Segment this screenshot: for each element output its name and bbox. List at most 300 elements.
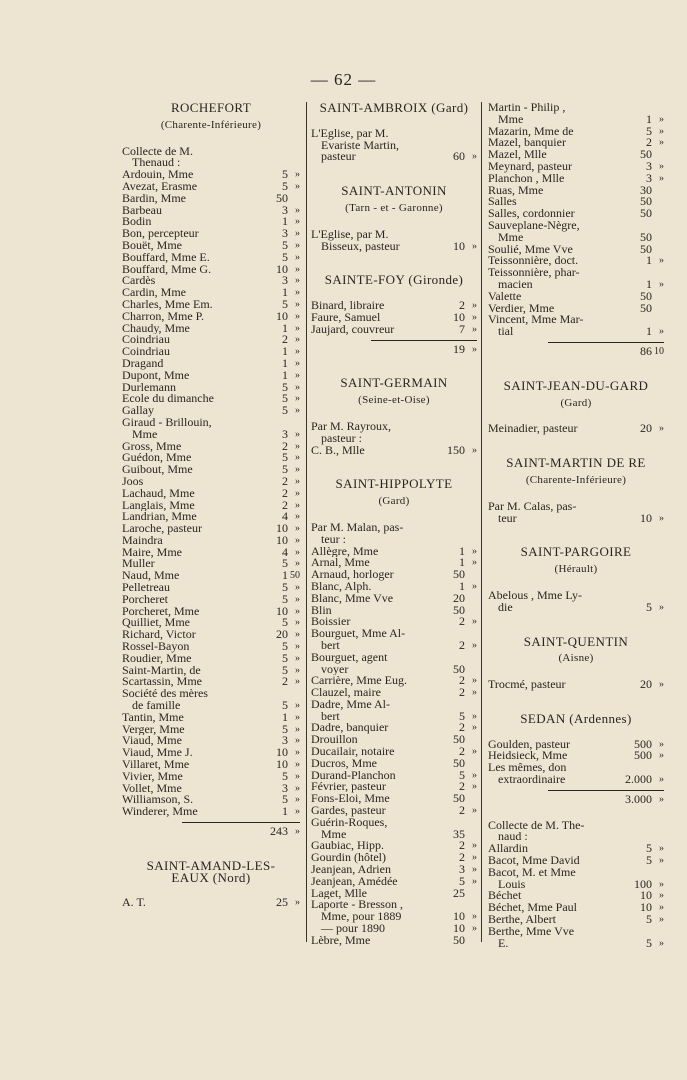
spacer — [311, 286, 477, 300]
section-heading: SAINTE-FOY (Gironde) — [324, 272, 464, 288]
entry-name: Les mêmes, don — [488, 762, 567, 775]
entry-name: Bisseux, pasteur — [321, 240, 400, 253]
entry-name: Jeanjean, Amédée — [311, 875, 398, 888]
entry-francs: 2 — [459, 720, 465, 735]
entry-row — [311, 602, 477, 617]
entry-name: Coindriau — [122, 346, 170, 358]
column-right — [488, 102, 664, 949]
entry-row — [122, 676, 300, 688]
entry-name: Gross, Mme — [122, 440, 182, 453]
entry-name: Bodin — [122, 216, 152, 229]
entry-name: Arnaud, horloger — [311, 569, 394, 581]
entry-name: Mazel, Mlle — [488, 149, 547, 161]
entry-centimes: » — [295, 428, 300, 440]
entry-francs: 5 — [282, 403, 288, 418]
entry-row — [122, 346, 300, 358]
entry-centimes: » — [295, 723, 300, 735]
entry-row — [122, 405, 300, 417]
entry-centimes: » — [472, 781, 477, 793]
entry-francs: 5 — [282, 591, 288, 606]
entry-name: Teissonnière, phar- — [488, 267, 580, 279]
entry-name: Porcheret — [122, 593, 168, 606]
entry-name: Williamson, S. — [122, 794, 194, 807]
section-region: (Seine-et-Oise) — [358, 394, 430, 407]
entry-francs: 10 — [453, 909, 465, 924]
entry-name: E. — [498, 937, 509, 950]
entry-row — [122, 202, 300, 217]
entry-centimes: » — [295, 393, 300, 405]
spacer — [122, 132, 300, 146]
spacer — [122, 838, 300, 860]
entry-francs: 2 — [646, 135, 652, 150]
entry-name: Binard, libraire — [311, 300, 385, 312]
entry-row — [122, 709, 300, 724]
entry-francs: 50 — [453, 932, 465, 947]
entry-francs: 5 — [282, 556, 288, 571]
entry-centimes: » — [295, 346, 300, 358]
entry-name: Evariste Martin, — [321, 139, 399, 152]
entry-francs: 20 — [640, 677, 652, 692]
entry-francs: 5 — [282, 178, 288, 193]
entry-francs: 3 — [282, 273, 288, 288]
entry-row — [311, 522, 477, 534]
entry-row — [122, 603, 300, 618]
entry-name: Arnal, Mme — [311, 557, 370, 570]
entry-name: Faure, Samuel — [311, 311, 381, 324]
entry-francs: 2 — [282, 497, 288, 512]
entry-centimes: » — [472, 722, 477, 734]
entry-francs: 2 — [459, 744, 465, 759]
entry-row — [122, 308, 300, 323]
entry-name: Drouillon — [311, 734, 358, 747]
entry-name: Lèbre, Mme — [311, 934, 371, 947]
entry-name: Par M. Rayroux, — [311, 420, 391, 433]
entry-row — [122, 641, 300, 653]
entry-row — [488, 241, 664, 256]
entry-francs: 35 — [453, 826, 465, 841]
entry-francs: 5 — [459, 708, 465, 723]
entry-francs: 2 — [459, 779, 465, 794]
entry-name: Muller — [122, 558, 155, 571]
entry-row — [122, 747, 300, 759]
entry-francs: 100 — [634, 876, 652, 891]
spacer — [488, 409, 664, 423]
entry-name: Charron, Mme P. — [122, 310, 204, 323]
entry-centimes: » — [472, 710, 477, 722]
entry-row — [311, 321, 477, 336]
entry-name: Mazel, banquier — [488, 137, 566, 150]
entry-francs: 2 — [459, 614, 465, 629]
entry-name: Vollet, Mme — [122, 782, 182, 795]
entry-name: Goulden, pasteur — [488, 738, 570, 751]
entry-centimes: » — [295, 782, 300, 794]
entry-centimes: » — [295, 641, 300, 653]
entry-francs: 10 — [453, 921, 465, 936]
entry-row — [122, 287, 300, 299]
entry-row — [488, 750, 664, 762]
entry-row — [122, 296, 300, 311]
entry-row — [311, 885, 477, 900]
spacer — [311, 114, 477, 128]
entry-francs: 5 — [282, 450, 288, 465]
entry-centimes: » — [295, 664, 300, 676]
entry-name: Blin — [311, 604, 332, 617]
entry-row — [488, 300, 664, 315]
entry-row — [311, 767, 477, 782]
entry-name: Joos — [122, 475, 144, 488]
entry-centimes: » — [472, 323, 477, 335]
entry-name: Giraud - Brillouin, — [122, 416, 212, 429]
entry-row — [488, 679, 664, 691]
entry-name: Bourguet, Mme Al- — [311, 628, 406, 640]
entry-row — [311, 628, 477, 640]
entry-francs: 50 — [453, 755, 465, 770]
entry-centimes: » — [295, 169, 300, 181]
entry-francs: 20 — [276, 627, 288, 642]
section-heading: SEDAN (Ardennes) — [520, 710, 632, 726]
section-region: (Tarn - et - Garonne) — [345, 201, 443, 214]
entry-centimes: » — [472, 639, 477, 651]
entry-row — [311, 569, 477, 581]
entry-row — [311, 442, 477, 457]
entry-name: pasteur : — [321, 432, 362, 445]
entry-row — [122, 735, 300, 747]
entry-name: A. T. — [122, 897, 146, 910]
entry-centimes: » — [659, 679, 664, 691]
entry-name: Gaubiac, Hipp. — [311, 840, 384, 853]
entry-centimes: » — [295, 228, 300, 240]
entry-name: Par M. Malan, pas- — [311, 521, 404, 534]
entry-name: Cardin, Mme — [122, 287, 186, 299]
entry-row — [488, 149, 664, 161]
entry-row — [122, 523, 300, 535]
entry-centimes: » — [659, 793, 664, 805]
entry-centimes: » — [295, 652, 300, 664]
total-row — [122, 826, 300, 838]
entry-centimes: » — [295, 487, 300, 499]
column-left — [122, 102, 300, 909]
entry-row — [311, 852, 477, 864]
entry-row — [488, 111, 664, 126]
entry-row — [311, 637, 477, 652]
entry-centimes: » — [295, 287, 300, 299]
entry-name: Naud, Mme — [122, 570, 180, 583]
entry-name: Ducros, Mme — [311, 757, 377, 770]
entry-francs: 10 — [276, 745, 288, 760]
entry-name: Laroche, pasteur — [122, 523, 202, 535]
entry-name: Bardin, Mme — [122, 192, 186, 205]
entry-centimes: » — [295, 617, 300, 629]
entry-row — [488, 326, 664, 338]
entry-centimes: » — [472, 343, 477, 355]
entry-name: Clauzel, maire — [311, 687, 381, 699]
entry-name: Ecole du dimanche — [122, 393, 214, 406]
entry-centimes: » — [659, 914, 664, 926]
entry-row — [311, 708, 477, 723]
entry-francs: 50 — [640, 288, 652, 303]
spacer — [488, 576, 664, 590]
section-region: (Aisne) — [558, 652, 594, 665]
entry-francs: 7 — [459, 321, 465, 336]
entry-centimes: » — [295, 381, 300, 393]
entry-name: teur — [498, 512, 517, 525]
entry-francs: 5 — [646, 599, 652, 614]
entry-centimes: » — [295, 334, 300, 346]
entry-name: Saint-Martin, de — [122, 664, 201, 677]
entry-centimes: » — [472, 311, 477, 323]
entry-name: Avezat, Erasme — [122, 180, 198, 193]
entry-centimes: » — [472, 911, 477, 923]
entry-row — [488, 423, 664, 435]
entry-francs: 10 — [453, 238, 465, 253]
entry-centimes: » — [295, 593, 300, 605]
entry-francs: 50 — [453, 661, 465, 676]
entry-francs: 50 — [640, 241, 652, 256]
entry-francs: 10 — [276, 532, 288, 547]
page-number: — 62 — — [310, 70, 377, 89]
entry-row — [122, 688, 300, 700]
entry-row — [122, 237, 300, 252]
entry-centimes: » — [659, 326, 664, 338]
section-region: (Gard) — [378, 495, 410, 508]
entry-francs: 1 — [282, 214, 288, 229]
entry-centimes: » — [472, 557, 477, 569]
entry-row — [488, 314, 664, 326]
entry-name: Lachaud, Mme — [122, 487, 195, 500]
entry-name: Mazarin, Mme de — [488, 125, 574, 138]
entry-centimes: » — [295, 582, 300, 594]
entry-row — [122, 355, 300, 370]
entry-centimes: » — [295, 204, 300, 216]
entry-row — [488, 170, 664, 185]
entry-name: Mme — [321, 828, 347, 841]
entry-francs: 3 — [646, 158, 652, 173]
entry-name: Viaud, Mme J. — [122, 747, 193, 760]
entry-name: Richard, Victor — [122, 629, 196, 642]
entry-row — [122, 169, 300, 181]
entry-francs: 50 — [640, 206, 652, 221]
entry-name: Collecte de M. — [122, 145, 193, 158]
entry-centimes: » — [295, 826, 300, 838]
entry-centimes: » — [472, 746, 477, 758]
entry-centimes: » — [295, 180, 300, 192]
entry-name: Durlemann — [122, 381, 176, 394]
entry-francs: 25 — [276, 895, 288, 910]
entry-row — [488, 255, 664, 267]
entry-row — [122, 249, 300, 264]
entry-row — [311, 793, 477, 805]
entry-name: Carrière, Mme Eug. — [311, 675, 407, 688]
entry-centimes: » — [659, 855, 664, 867]
entry-name: Meynard, pasteur — [488, 160, 572, 173]
entry-row — [311, 932, 477, 947]
entry-row — [488, 276, 664, 291]
entry-centimes: » — [295, 251, 300, 263]
entry-row — [311, 309, 477, 324]
entry-name: Gourdin (hôtel) — [311, 852, 386, 865]
entry-row — [122, 662, 300, 677]
entry-francs: 500 — [634, 736, 652, 751]
entry-row — [488, 855, 664, 867]
entry-centimes: » — [295, 735, 300, 747]
entry-name: Mme — [498, 231, 524, 244]
entry-name: Salles, cordonnier — [488, 208, 575, 220]
entry-row — [488, 158, 664, 173]
entry-centimes: » — [295, 770, 300, 782]
entry-row — [488, 876, 664, 891]
entry-francs: 1 — [646, 276, 652, 291]
entry-centimes: » — [295, 546, 300, 558]
entry-centimes: » — [295, 534, 300, 546]
entry-francs: 4 — [282, 509, 288, 524]
entry-centimes: » — [472, 875, 477, 887]
entry-name: Bouët, Mme — [122, 239, 182, 252]
entry-name: Quilliet, Mme — [122, 617, 190, 630]
entry-centimes: » — [472, 616, 477, 628]
entry-name: Février, pasteur — [311, 781, 386, 794]
entry-centimes: » — [295, 806, 300, 818]
entry-name: Bouffard, Mme G. — [122, 263, 212, 276]
entry-name: Landrian, Mme — [122, 511, 197, 524]
entry-name: tial — [498, 326, 514, 338]
entry-centimes: » — [659, 750, 664, 762]
entry-name: Tantin, Mme — [122, 711, 184, 724]
entry-row — [122, 897, 300, 909]
entry-name: Mme, pour 1889 — [321, 911, 402, 924]
entry-centimes: » — [659, 512, 664, 524]
entry-row — [488, 123, 664, 138]
entry-row — [122, 700, 300, 712]
entry-row — [122, 228, 300, 240]
spacer — [488, 614, 664, 636]
entry-name: bert — [321, 710, 340, 723]
entry-centimes: » — [659, 902, 664, 914]
entry-centimes: » — [659, 738, 664, 750]
entry-francs: 5 — [282, 167, 288, 182]
entry-centimes: » — [659, 937, 664, 949]
entry-row — [488, 288, 664, 303]
entry-centimes: » — [659, 843, 664, 855]
entry-centimes: » — [472, 840, 477, 852]
entry-francs: 2 — [282, 473, 288, 488]
spacer — [311, 355, 477, 377]
entry-row — [311, 543, 477, 558]
entry-centimes: » — [295, 322, 300, 334]
entry-name: Charles, Mme Em. — [122, 298, 213, 311]
section-heading: SAINT-AMBROIX (Gard) — [319, 100, 469, 115]
entry-name: Heidsieck, Mme — [488, 750, 568, 763]
entry-row — [488, 510, 664, 525]
entry-name: Vivier, Mme — [122, 770, 183, 783]
entry-centimes: 50 — [290, 570, 300, 582]
entry-francs: 5 — [646, 912, 652, 927]
entry-name: Salles — [488, 196, 517, 209]
entry-name: Collecte de M. The- — [488, 819, 585, 832]
entry-centimes: » — [659, 137, 664, 149]
entry-name: — pour 1890 — [321, 923, 385, 935]
entry-francs: 25 — [453, 885, 465, 900]
entry-centimes: » — [472, 687, 477, 699]
entry-name: Coindriau — [122, 334, 170, 347]
entry-francs: 1 — [282, 285, 288, 300]
entry-centimes: » — [659, 423, 664, 435]
entry-francs: 3 — [459, 862, 465, 877]
total-rule — [371, 340, 477, 341]
entry-francs: 20 — [640, 421, 652, 436]
entry-name: voyer — [321, 663, 349, 676]
entry-name: Bacot, Mme David — [488, 855, 580, 867]
entry-row — [122, 591, 300, 606]
entry-centimes: » — [295, 216, 300, 228]
entry-name: Gardes, pasteur — [311, 805, 386, 817]
entry-centimes: » — [472, 805, 477, 817]
entry-name: Barbeau — [122, 204, 162, 217]
entry-centimes: » — [472, 769, 477, 781]
entry-name: pasteur — [321, 151, 356, 164]
entry-name: Ardouin, Mme — [122, 169, 194, 181]
entry-francs: 5 — [282, 391, 288, 406]
entry-name: de famille — [132, 700, 181, 712]
entry-francs: 10 — [276, 521, 288, 536]
entry-row — [488, 820, 664, 832]
entry-name: Berthe, Mme Vve — [488, 925, 575, 938]
entry-row — [311, 675, 477, 687]
entry-name: Guédon, Mme — [122, 452, 192, 465]
entry-francs: 5 — [282, 249, 288, 264]
entry-francs: 20 — [453, 590, 465, 605]
entry-row — [122, 794, 300, 806]
spacer — [488, 524, 664, 546]
spacer — [311, 508, 477, 522]
entry-row — [122, 216, 300, 228]
entry-francs: 2 — [459, 850, 465, 865]
entry-row — [122, 780, 300, 795]
entry-name: Roudier, Mme — [122, 652, 192, 665]
entry-name: die — [498, 601, 513, 614]
entry-row — [122, 367, 300, 382]
entry-francs: 10 — [640, 888, 652, 903]
entry-row — [122, 629, 300, 641]
entry-francs: 5 — [646, 853, 652, 868]
entry-row — [122, 190, 300, 205]
section-heading: SAINT-JEAN-DU-GARD — [503, 377, 649, 393]
entry-row — [311, 128, 477, 140]
entry-francs: 50 — [640, 300, 652, 315]
entry-row — [311, 661, 477, 676]
section-heading: SAINT-MARTIN DE RE — [506, 455, 646, 471]
total-row — [311, 341, 477, 356]
entry-francs: 5 — [282, 462, 288, 477]
entry-row — [488, 590, 664, 602]
entry-name: Berthe, Albert — [488, 914, 556, 926]
entry-row — [122, 334, 300, 346]
entry-centimes: » — [295, 511, 300, 523]
entry-row — [311, 616, 477, 628]
entry-francs: 5 — [282, 615, 288, 630]
entry-row — [488, 137, 664, 149]
entry-row — [488, 599, 664, 614]
entry-centimes: » — [659, 278, 664, 290]
entry-name: Laporte - Bresson , — [311, 899, 403, 912]
entry-row — [122, 582, 300, 594]
entry-francs: 50 — [640, 147, 652, 162]
section-region: (Charente-Inférieure) — [525, 473, 627, 486]
entry-centimes: » — [295, 440, 300, 452]
entry-row — [311, 151, 477, 163]
entry-name: Trocmé, pasteur — [488, 679, 566, 691]
entry-name: Mme — [132, 428, 158, 441]
entry-row — [122, 393, 300, 405]
